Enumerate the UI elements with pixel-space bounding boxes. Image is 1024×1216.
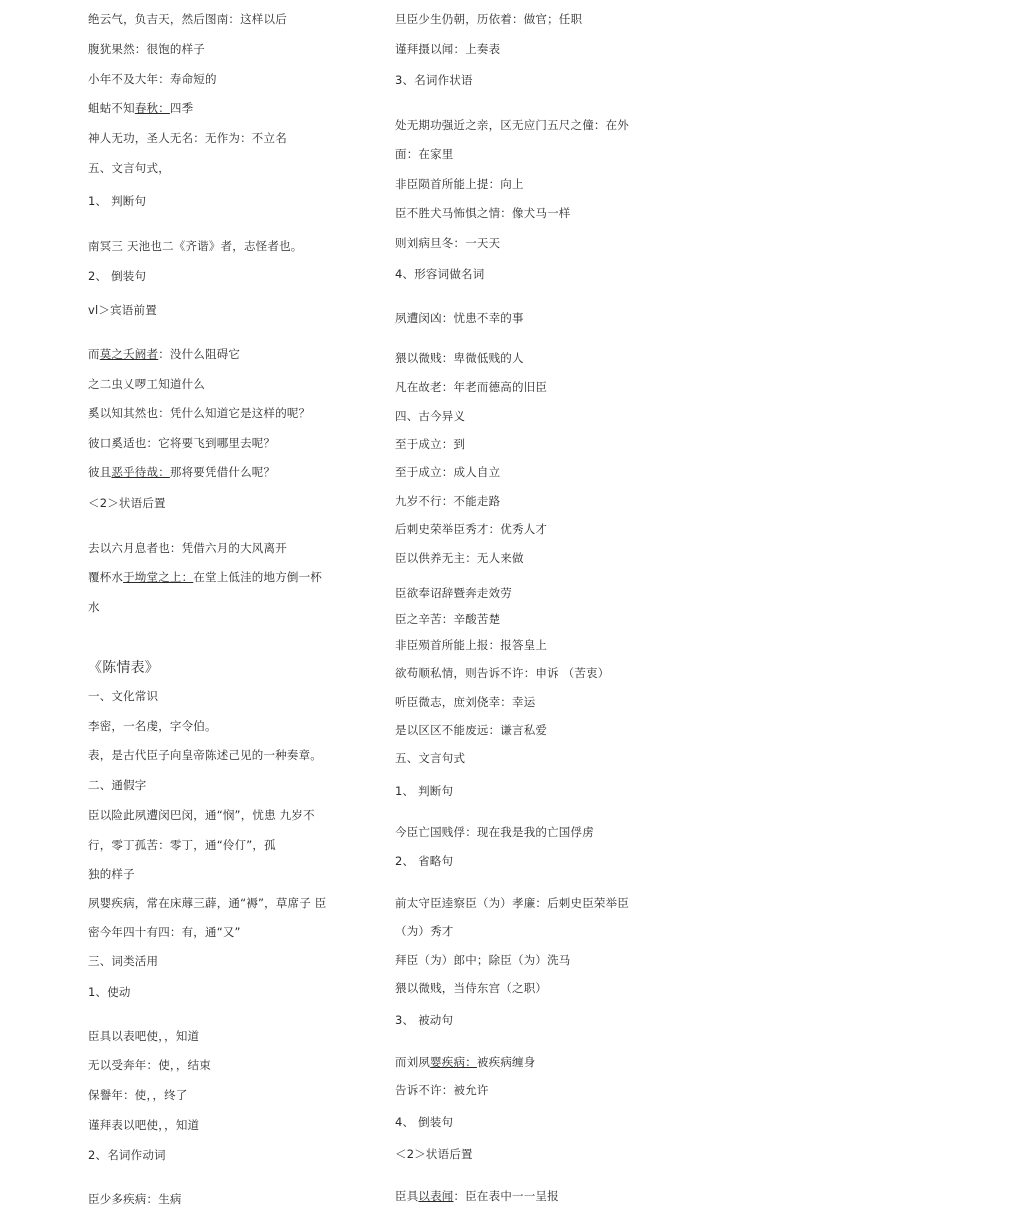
text-segment: ：臣在表中一一呈报 <box>453 1189 559 1203</box>
text-line: 行，零丁孤苦：零丁，通“伶仃”，孤 <box>88 838 276 852</box>
underlined-phrase: 于坳堂之上： <box>123 570 194 584</box>
text-segment: 彼且 <box>88 465 112 479</box>
text-line: 至于成立：成人自立 <box>395 465 501 479</box>
text-line: 谨拜摄以闻：上奏表 <box>395 42 501 56</box>
text-line <box>395 1055 535 1069</box>
text-line <box>88 570 322 584</box>
text-line: 凡在故老：年老而德高的旧臣 <box>395 380 548 394</box>
underlined-phrase: 以表闻 <box>418 1189 454 1203</box>
text-line: 则刘病旦冬：一天天 <box>395 236 501 250</box>
text-line: vl＞宾语前置 <box>88 303 157 317</box>
text-line: 2、 省略句 <box>395 854 454 868</box>
text-line: 臣不胜犬马怖惧之情：像犬马一样 <box>395 206 571 220</box>
text-line: 小年不及大年：寿命短的 <box>88 72 217 86</box>
text-segment: 覆杯水 <box>88 570 124 584</box>
text-line: 臣之辛苦：辛酸苦楚 <box>395 612 501 626</box>
text-segment: 被疾病缠身 <box>476 1055 536 1069</box>
underlined-phrase: 春秋： <box>134 101 170 115</box>
text-line: 4、 倒装句 <box>395 1115 454 1129</box>
text-line: 《陈情表》 <box>88 660 159 676</box>
text-line <box>88 465 275 479</box>
text-line: 猥以微贱：卑微低贱的人 <box>395 351 524 365</box>
text-line: 保譽年：使，，终了 <box>88 1088 188 1102</box>
text-line: 独的样子 <box>88 867 135 881</box>
text-line: （为）秀才 <box>395 924 454 938</box>
text-line: 非臣陨首所能上提：向上 <box>395 177 524 191</box>
text-line: ＜2＞状语后置 <box>395 1147 473 1161</box>
text-line: 猥以微贱，当侍东宫（之职） <box>395 981 548 995</box>
text-line: 夙遭闵凶：忧患不幸的事 <box>395 311 524 325</box>
text-line: 二、通假字 <box>88 778 147 792</box>
text-line: 2、名词作动词 <box>88 1148 166 1162</box>
text-segment: 臣具 <box>395 1189 419 1203</box>
text-line <box>88 347 240 361</box>
text-line: 表，是古代臣子向皇帝陈述己见的一种奏章。 <box>88 748 322 762</box>
text-segment: 而 <box>88 347 100 361</box>
text-line: 臣以险此夙遭闵巴闵，通“悯”，忧患 九岁不 <box>88 808 315 822</box>
text-segment: 那将要凭借什么呢？ <box>169 465 276 479</box>
text-line <box>395 1189 559 1203</box>
text-line: 彼口奚适也：它将要飞到哪里去呢？ <box>88 436 276 450</box>
text-line: 之二虫乂啰工知道什么 <box>88 377 205 391</box>
text-line: 4、形容词做名词 <box>395 267 485 281</box>
text-line: 三、词类活用 <box>88 954 159 968</box>
text-line: 3、名词作状语 <box>395 73 473 87</box>
underlined-phrase: 恶乎待哉： <box>111 465 170 479</box>
text-line: 南冥三 天池也二《齐谐》者，志怪者也。 <box>88 239 303 253</box>
text-line: 水 <box>88 600 100 614</box>
text-line: 去以六月息者也：凭借六月的大风离开 <box>88 541 287 555</box>
text-segment: 在堂上低洼的地方倒一杯 <box>193 570 323 584</box>
text-line: 四、古今异义 <box>395 409 466 423</box>
text-line: 绝云气，负吉天，然后图南：这样以后 <box>88 12 287 26</box>
text-line: 1、 判断句 <box>88 194 147 208</box>
text-line: 1、使动 <box>88 985 131 999</box>
text-line: 处无期功强近之亲，区无应门五尺之僮：在外 <box>395 118 629 132</box>
text-line: 欲苟顺私情，则告诉不许：申诉 （苦衷） <box>395 666 610 680</box>
text-line: 今臣亡国贱俘：现在我是我的亡国俘虏 <box>395 825 594 839</box>
text-line: 夙婴疾病，常在床蓐三薜，通“褥”，草席子 臣 <box>88 896 327 910</box>
text-line: 五、文言句式， <box>88 161 170 175</box>
text-line: 拜臣（为）郎中；除臣（为）洗马 <box>395 953 571 967</box>
text-line: 旦臣少生仍朝，历依着：做官；任职 <box>395 12 583 26</box>
text-line: 无以受奔年：使，，结束 <box>88 1058 211 1072</box>
text-line: 面：在家里 <box>395 147 454 161</box>
text-line: 九岁不行：不能走路 <box>395 494 501 508</box>
text-line: 臣少多疾病：生病 <box>88 1192 182 1206</box>
text-line: 1、 判断句 <box>395 784 454 798</box>
text-line: 奚以知其然也：凭什么知道它是这样的呢？ <box>88 406 311 420</box>
text-line: 臣以供养无主：无人来做 <box>395 551 524 565</box>
text-line <box>88 101 193 115</box>
text-segment: 而刘夙 <box>395 1055 431 1069</box>
text-line: 五、文言句式 <box>395 751 466 765</box>
text-line: 神人无功，圣人无名：无作为：不立名 <box>88 131 287 145</box>
text-line: 至于成立：到 <box>395 437 466 451</box>
text-line: 听臣微志，庶刘侥幸：幸运 <box>395 695 536 709</box>
text-segment: ：没什么阻碍它 <box>158 347 241 361</box>
underlined-phrase: 婴疾病： <box>430 1055 477 1069</box>
text-line: 臣具以表吧使，，知道 <box>88 1029 200 1043</box>
text-line: 密今年四十有四：有，通“又” <box>88 925 241 939</box>
underlined-phrase: 莫之夭阏者 <box>99 347 159 361</box>
text-line: 腹犹果然：很饱的样子 <box>88 42 205 56</box>
text-line: 前太守臣逵察臣（为）孝廉：后刺史臣荣举臣 <box>395 896 629 910</box>
text-line: 非臣殒首所能上报：报答皇上 <box>395 638 548 652</box>
text-line: 李密，一名虔，字令伯。 <box>88 719 217 733</box>
text-line: 后刺史荣举臣秀才：优秀人才 <box>395 522 548 536</box>
text-line: 2、 倒装句 <box>88 269 147 283</box>
text-segment: 四季 <box>169 101 194 115</box>
text-line: 谨拜表以吧使，，知道 <box>88 1118 200 1132</box>
text-line: 是以区区不能废远：谦言私爱 <box>395 723 548 737</box>
text-line: 臣欲奉诏辞暨奔走效劳 <box>395 586 512 600</box>
text-line: ＜2＞状语后置 <box>88 496 166 510</box>
text-line: 3、 被动句 <box>395 1013 454 1027</box>
text-line: 告诉不许：被允许 <box>395 1083 489 1097</box>
text-segment: 蛆蛄不知 <box>88 101 135 115</box>
text-line: 一、文化常识 <box>88 689 159 703</box>
